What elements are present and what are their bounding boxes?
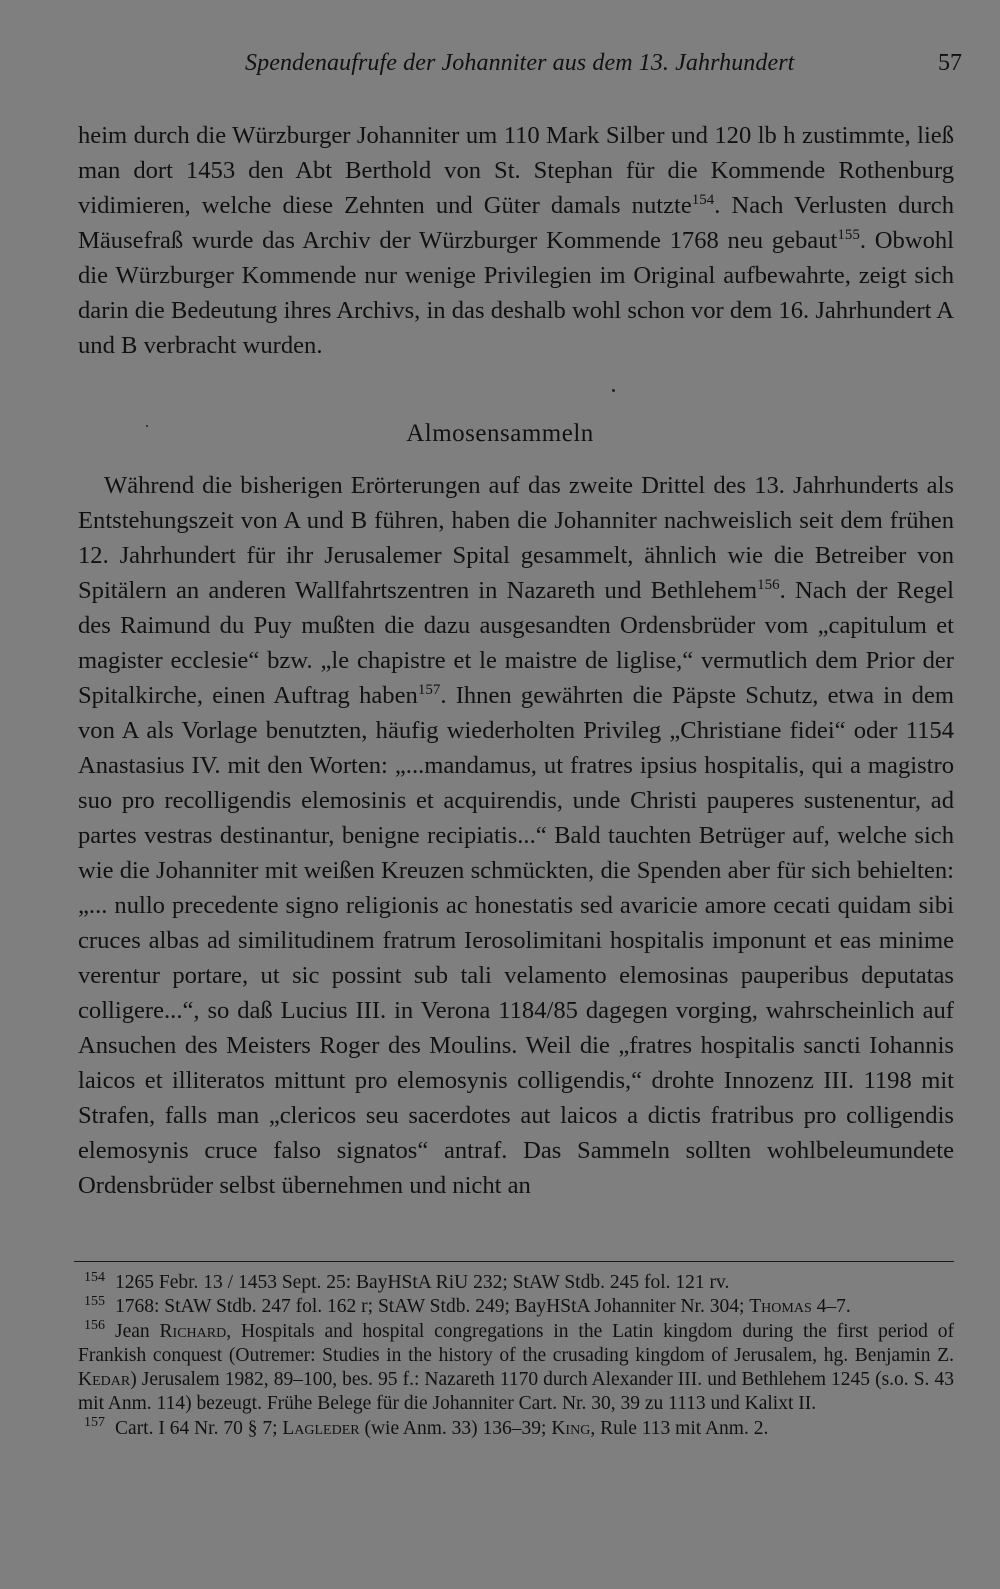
footnote-154 — [78, 1271, 954, 1295]
footnote-number: 156 — [84, 1318, 105, 1334]
author-name: Kedar — [78, 1369, 131, 1391]
footnote-reference-156[interactable]: 156 — [757, 577, 780, 593]
author-name: Lagleder — [282, 1417, 360, 1439]
scan-speck — [612, 389, 615, 392]
footnote-divider — [74, 1261, 954, 1262]
footnote-number: 155 — [84, 1293, 105, 1309]
footnotes-section — [78, 1271, 954, 1441]
section-heading: Almosensammeln — [406, 420, 594, 447]
footnote-156 — [78, 1320, 954, 1417]
paragraph-text: . Nach Verlusten durch Mäusefraß wurde das Archiv der Würzburger Kommende 1768 neu gebaut — [78, 192, 955, 254]
paragraph-text: Während die bisherigen Erörterungen auf das zweite Drittel des 13. Jahrhunderts als Entstehungszeit von A und B führen, haben die Johanniter nachweislich seit dem frühen 12. Jahrhundert für ihr Jerusalemer Spital gesammelt, ähnlich wie die Betreiber von Spitälern an anderen Wallfahrtszentren in Nazareth und Bethlehem — [78, 472, 954, 604]
footnote-text: 1768: StAW Stdb. 247 fol. 162 r; StAW Stdb. 249; BayHStA Johanniter Nr. 304; — [115, 1296, 750, 1318]
footnote-reference-154[interactable]: 154 — [691, 192, 715, 208]
footnote-reference-157[interactable]: 157 — [417, 682, 441, 698]
footnote-text: Cart. I 64 Nr. 70 § 7; — [115, 1417, 283, 1439]
author-name: Thomas — [749, 1296, 812, 1318]
paragraph-text: . Nach der Regel des Raimund du Puy mußten die dazu ausgesandten Ordensbrüder vom „capitulum et magister ecclesie“ bzw. „le chapistre et le maistre de liglise,“ vermutlich dem Prior der Spitalkirche, einen Auftrag haben — [78, 577, 954, 709]
footnote-reference-155[interactable]: 155 — [837, 227, 860, 243]
page-number: 57 — [938, 50, 962, 76]
footnote-text: Jean — [115, 1320, 160, 1342]
body-paragraph-1 — [78, 118, 954, 363]
footnote-text: 4–7. — [811, 1296, 851, 1318]
author-name: Richard — [159, 1320, 227, 1342]
running-title: Spendenaufrufe der Johanniter aus dem 13. Jahrhundert — [245, 50, 795, 76]
footnote-155 — [78, 1295, 954, 1319]
paragraph-text: . Obwohl die Würzburger Kommende nur wenige Privilegien im Original aufbewahrte, zeigt sich darin die Bedeutung ihres Archivs, in das deshalb wohl schon vor dem 16. Jahrhundert A und B verbracht wurden. — [78, 227, 954, 359]
paragraph-text: heim durch die Würzburger Johanniter um 110 Mark Silber und 120 lb h zustimmte, ließ man dort 1453 den Abt Berthold von St. Stephan für die Kommende Rothenburg vidimieren, welche diese Zehnten und Güter damals nutzte — [78, 122, 954, 219]
footnote-text: , Hospitals and hospital congregations in the Latin kingdom during the first period of Frankish conquest (Outremer: Studies in the history of the crusading kingdom of Jerusalem, hg. Benjamin Z. — [78, 1320, 955, 1366]
author-name: King — [551, 1417, 591, 1439]
page-header — [0, 50, 1000, 90]
footnote-157 — [78, 1417, 954, 1441]
footnote-text: ) Jerusalem 1982, 89–100, bes. 95 f.: Nazareth 1170 durch Alexander III. und Bethlehem 1245 (s.o. S. 43 mit Anm. 114) bezeugt. Frühe Belege für die Johanniter Cart. Nr. 30, 39 zu 1113 und Kalixt II. — [78, 1369, 954, 1415]
footnote-text: 1265 Febr. 13 / 1453 Sept. 25: BayHStA RiU 232; StAW Stdb. 245 fol. 121 rv. — [115, 1272, 730, 1293]
body-paragraph-2 — [78, 468, 954, 1203]
footnote-text: (wie Anm. 33) 136–39; — [359, 1417, 552, 1439]
footnote-number: 154 — [84, 1269, 105, 1285]
footnote-number: 157 — [84, 1415, 105, 1431]
footnote-text: , Rule 113 mit Anm. 2. — [590, 1417, 769, 1439]
paragraph-text: . Ihnen gewährten die Päpste Schutz, etwa in dem von A als Vorlage benutzten, häufig wiederholten Privileg „Christiane fidei“ oder 1154 Anastasius IV. mit den Worten: „...mandamus, ut fratres ipsius hospitalis, qui a magistro suo pro recolligendis elemosinis et acquirendis, unde Christi pauperes sustenentur, ad partes vestras destinantur, benigne recipiatis...“ Bald tauchten Betrüger auf, welche sich wie die Johanniter mit weißen Kreuzen schmückten, die Spenden aber für sich behielten: „... nullo precedente signo religionis ac honestatis sed avaricie amore cecati quidam sibi cruces albas ad similitudinem fratrum Ierosolimitani hospitalis imponunt et eas minime verentur portare, ut sic possint sub tali velamento elemosinas pauperibus deputatas colligere...“, so daß Lucius III. in Verona 1184/85 dagegen vorging, wahrscheinlich auf Ansuchen des Meisters Roger des Moulins. Weil die „fratres hospitalis sancti Iohannis laicos et illiteratos mittunt pro elemosynis colligendis,“ drohte Innozenz III. 1198 mit Strafen, falls man „clericos seu sacerdotes aut laicos a dictis fratribus pro colligendis elemosynis cruce falso signatos“ antraf. Das Sammeln sollten wohlbeleumundete Ordensbrüder selbst übernehmen und nicht an — [78, 682, 954, 1199]
